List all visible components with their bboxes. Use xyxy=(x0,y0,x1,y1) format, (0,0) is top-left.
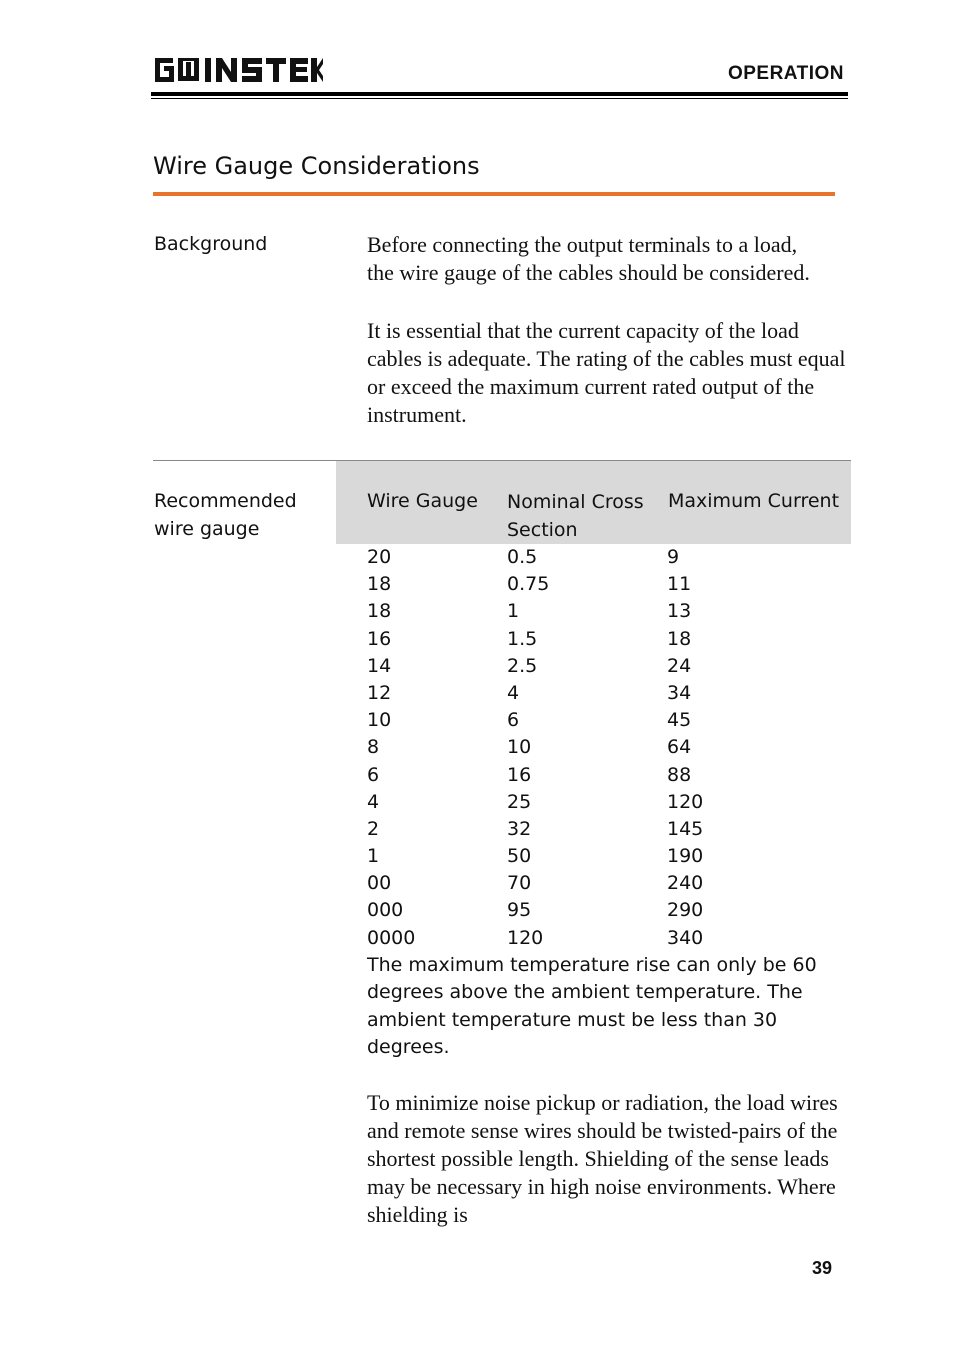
wire-gauge-table xyxy=(367,544,847,952)
gw-instek-logo xyxy=(153,56,323,84)
cell-current: 64 xyxy=(667,736,692,759)
table-row xyxy=(367,870,847,897)
cell-gauge: 18 xyxy=(367,573,392,596)
recommended-label-line1: Recommended xyxy=(154,490,297,512)
header-wire-gauge: Wire Gauge xyxy=(367,490,478,512)
recommended-label xyxy=(154,487,297,543)
cell-gauge: 10 xyxy=(367,709,392,732)
cell-gauge: 18 xyxy=(367,600,392,623)
cell-current: 45 xyxy=(667,709,692,732)
recommended-label-line2: wire gauge xyxy=(154,518,260,540)
temperature-note: The maximum temperature rise can only be 60 degrees above the ambient temperature. The ambient temperature must be less than 30 degrees. xyxy=(367,954,817,1058)
cell-gauge: 00 xyxy=(367,872,392,895)
cell-current: 120 xyxy=(667,790,704,813)
cell-current: 24 xyxy=(667,654,692,677)
cell-section: 0.5 xyxy=(507,546,538,568)
cell-section: 1 xyxy=(507,600,520,623)
table-row xyxy=(367,789,847,816)
table-row xyxy=(367,544,847,571)
cell-current: 340 xyxy=(667,926,704,949)
cell-section: 50 xyxy=(507,845,532,868)
cell-current: 18 xyxy=(667,627,692,650)
table-row xyxy=(367,762,847,789)
cell-section: 10 xyxy=(507,736,532,759)
table-row xyxy=(367,843,847,870)
page-header xyxy=(153,56,848,90)
cell-gauge: 6 xyxy=(367,763,380,786)
background-paragraph-2: It is essential that the current capacity of the load cables is adequate. The rating of the cables must equal or exceed the maximum current rated output of the instrument. xyxy=(367,318,846,427)
table-row xyxy=(367,707,847,734)
cell-gauge: 16 xyxy=(367,627,392,650)
cell-gauge: 8 xyxy=(367,736,380,759)
cell-current: 11 xyxy=(667,573,692,596)
cell-current: 290 xyxy=(667,899,704,922)
table-row xyxy=(367,680,847,707)
cell-section: 32 xyxy=(507,817,532,840)
cell-gauge: 20 xyxy=(367,546,392,568)
page-title: Wire Gauge Considerations xyxy=(153,152,480,180)
cell-gauge: 000 xyxy=(367,899,404,922)
cell-current: 88 xyxy=(667,763,692,786)
section-label: OPERATION xyxy=(727,63,844,84)
header-rule-thin xyxy=(151,98,848,99)
cell-section: 6 xyxy=(507,709,520,732)
cell-section: 16 xyxy=(507,763,532,786)
table-row xyxy=(367,816,847,843)
table-row xyxy=(367,598,847,625)
cell-current: 190 xyxy=(667,845,704,868)
cell-section: 95 xyxy=(507,899,532,922)
cell-section: 70 xyxy=(507,872,532,895)
cell-gauge: 12 xyxy=(367,681,392,704)
cell-section: 1.5 xyxy=(507,627,538,650)
cell-current: 240 xyxy=(667,872,704,895)
cell-gauge: 14 xyxy=(367,654,392,677)
table-header xyxy=(336,461,851,544)
table-row xyxy=(367,897,847,924)
cell-section: 0.75 xyxy=(507,573,550,596)
table-row xyxy=(367,653,847,680)
background-label: Background xyxy=(154,233,268,255)
cell-section: 4 xyxy=(507,681,520,704)
background-text xyxy=(367,231,852,429)
noise-paragraph: To minimize noise pickup or radiation, the load wires and remote sense wires should be twisted-pairs of the shortest possible length. Shielding of the sense leads may be necessary in high noise environments. Where shielding is xyxy=(367,1090,838,1227)
table-row xyxy=(367,626,847,653)
cell-current: 145 xyxy=(667,817,704,840)
title-underline xyxy=(153,192,835,196)
table-row xyxy=(367,734,847,761)
cell-section: 2.5 xyxy=(507,654,538,677)
background-paragraph-1: Before connecting the output terminals to a load, the wire gauge of the cables should be considered. xyxy=(367,232,810,285)
cell-gauge: 1 xyxy=(367,845,380,868)
page-number: 39 xyxy=(812,1258,833,1278)
cell-gauge: 0000 xyxy=(367,926,416,949)
cell-current: 9 xyxy=(667,546,680,568)
cell-section: 25 xyxy=(507,790,532,813)
cell-gauge: 4 xyxy=(367,790,380,813)
header-maximum-current: Maximum Current xyxy=(668,490,840,512)
header-nominal-cross-section: Nominal Cross Section xyxy=(507,491,644,541)
cell-current: 13 xyxy=(667,600,692,623)
table-row xyxy=(367,571,847,598)
cell-section: 120 xyxy=(507,926,544,949)
header-rule xyxy=(151,92,848,96)
cell-gauge: 2 xyxy=(367,817,380,840)
cell-current: 34 xyxy=(667,681,692,704)
table-row xyxy=(367,925,847,952)
